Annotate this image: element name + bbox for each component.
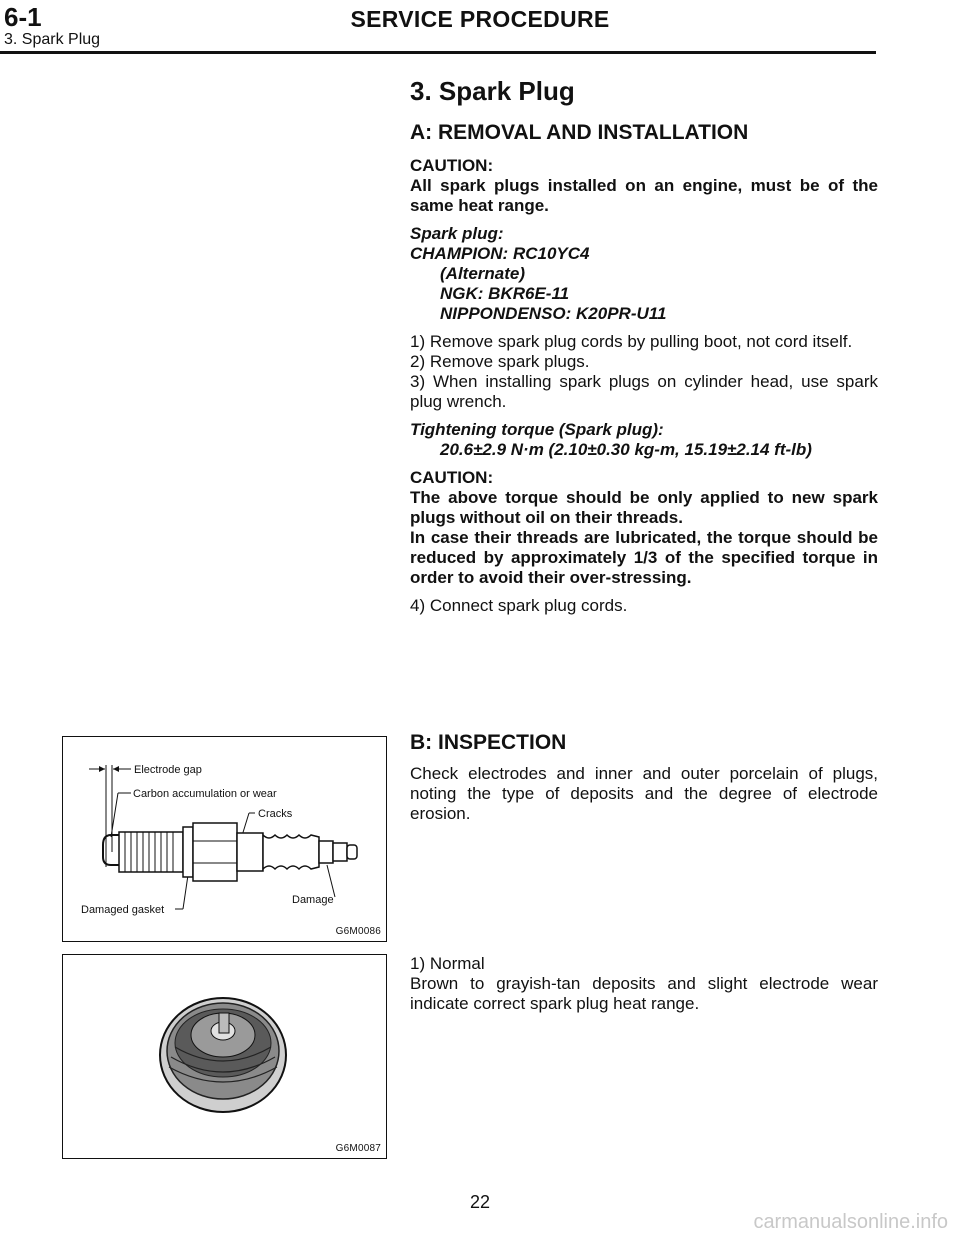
step-1: 1) Remove spark plug cords by pulling boot, not cord itself.: [410, 332, 853, 351]
main-column: [410, 76, 878, 616]
spec-ngk: NGK: BKR6E-11: [440, 284, 570, 303]
label-carbon-accumulation: Carbon accumulation or wear: [133, 788, 277, 800]
figure-code: G6M0087: [335, 1143, 381, 1154]
step-2: 2) Remove spark plugs.: [410, 352, 590, 371]
header-divider: [0, 51, 876, 54]
caution-label: CAUTION:: [410, 156, 494, 175]
spec-nippondenso: NIPPONDENSO: K20PR-U11: [440, 304, 667, 323]
label-damage: Damage: [292, 894, 334, 906]
spec-label: Spark plug:: [410, 224, 504, 243]
figure-normal-plug: [62, 954, 387, 1159]
label-electrode-gap: Electrode gap: [134, 764, 202, 776]
section-title: 3. Spark Plug: [410, 76, 575, 106]
spec-champion: CHAMPION: RC10YC4: [410, 244, 590, 263]
spark-plug-diagram: [63, 737, 386, 941]
inspection-text: Check electrodes and inner and outer porcelain of plugs, noting the type of deposits and the degree of electrode erosion.: [410, 764, 878, 823]
heading-inspection: B: INSPECTION: [410, 731, 567, 754]
page-number: 22: [469, 1192, 491, 1212]
torque-value: 20.6±2.9 N·m (2.10±0.30 kg-m, 15.19±2.14 ft-lb): [440, 440, 812, 459]
heading-removal-installation: A: REMOVAL AND INSTALLATION: [410, 121, 749, 144]
caution-label-2: CAUTION:: [410, 468, 494, 487]
inspection-column: [410, 730, 878, 824]
section-number: 6-1: [4, 2, 42, 32]
caution-text: All spark plugs installed on an engine, must be of the same heat range.: [410, 176, 878, 215]
normal-plug-illustration: [63, 955, 386, 1158]
watermark: carmanualsonline.info: [753, 1211, 948, 1233]
step-4: 4) Connect spark plug cords.: [410, 596, 628, 615]
label-cracks: Cracks: [258, 808, 293, 820]
page-subtitle: 3. Spark Plug: [4, 31, 101, 48]
caution-text-2: The above torque should be only applied to new spark plugs without oil on their threads.: [410, 488, 878, 527]
normal-column: [410, 954, 878, 1014]
figure-spark-plug-diagram: [62, 736, 387, 942]
spec-alternate: (Alternate): [440, 264, 526, 283]
page-header-title: SERVICE PROCEDURE: [350, 6, 610, 32]
torque-label: Tightening torque (Spark plug):: [410, 420, 664, 439]
label-damaged-gasket: Damaged gasket: [81, 904, 165, 916]
figure-code: G6M0086: [335, 926, 381, 937]
caution-text-3: In case their threads are lubricated, the torque should be reduced by approximately 1/3 of the specified torque in order to avoid their over-stressing.: [410, 528, 878, 587]
step-3: 3) When installing spark plugs on cylinder head, use spark plug wrench.: [410, 372, 878, 411]
normal-label: 1) Normal: [410, 954, 485, 973]
normal-text: Brown to grayish-tan deposits and slight electrode wear indicate correct spark plug heat range.: [410, 974, 878, 1013]
